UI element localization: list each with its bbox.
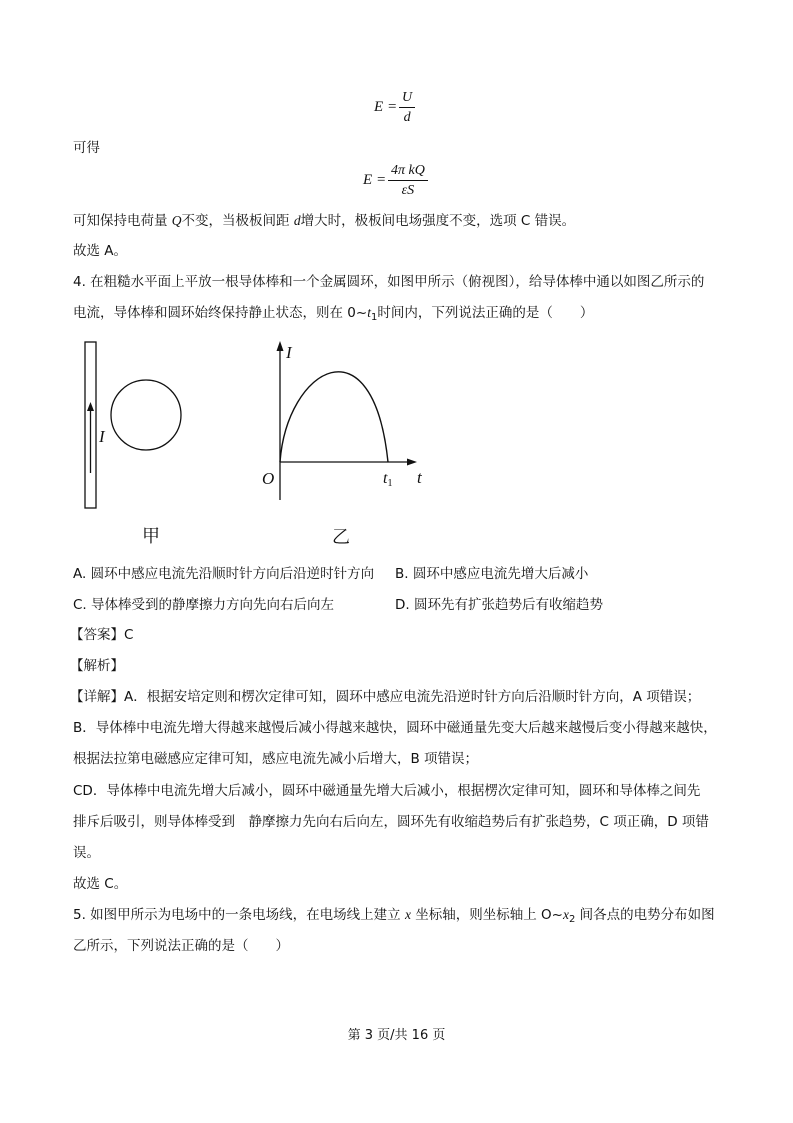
q5-stem-line2: 乙所示，下列说法正确的是（ ）	[73, 938, 289, 954]
q5-stem-part-a: 5. 如图甲所示为电场中的一条电场线，在电场线上建立	[73, 907, 405, 923]
q4-detail-line4: CD．导体棒中电流先增大后减小，圆环中磁通量先增大后减小，根据楞次定律可知，圆环和导体棒之间先	[73, 783, 701, 799]
formula2-lhs: E	[363, 172, 373, 188]
conclusion-var-q: Q	[171, 213, 182, 228]
x-axis-arrow-icon	[407, 459, 417, 466]
q4-stem-line1: 4. 在粗糙水平面上平放一根导体棒和一个金属圆环，如图甲所示（俯视图），给导体棒中通以如图乙所示的	[73, 274, 705, 290]
formula2-fraction	[388, 162, 428, 199]
q4-option-b[interactable]: B. 圆环中感应电流先增大后减小	[395, 566, 589, 582]
q4-option-a[interactable]: A. 圆环中感应电流先沿顺时针方向后沿逆时针方向	[73, 566, 375, 582]
q4-detail-line3: 根据法拉第电磁感应定律可知，感应电流先减小后增大，B 项错误；	[73, 751, 479, 767]
q4-option-d[interactable]: D. 圆环先有扩张趋势后有收缩趋势	[395, 597, 603, 613]
q4-stem-sub-1: 1	[370, 312, 378, 323]
conclusion-part3: 增大时，极板间电场强度不变，选项 C 错误。	[300, 213, 576, 229]
formula1-equals: =	[388, 99, 397, 115]
q5-stem-var-x2: x	[563, 907, 569, 922]
conclusion-part2: 不变，当极板间距	[181, 213, 294, 229]
q4-stem-line2	[73, 303, 593, 328]
origin-label: O	[262, 469, 275, 488]
caption-jia: 甲	[142, 526, 160, 546]
q4-stem-var-t: t	[367, 305, 371, 320]
formula2-denominator: εS	[401, 183, 415, 198]
q5-stem-part-b: 坐标轴，则坐标轴上 O~	[410, 907, 563, 923]
current-label-i: I	[99, 427, 105, 446]
current-arrow-icon	[87, 402, 94, 411]
figure-yi	[255, 338, 445, 550]
formula2-equals: =	[377, 172, 386, 188]
t1-label: t1	[383, 470, 393, 489]
q5-stem-sub-2: 2	[569, 914, 576, 925]
q5-stem-part-c: 间各点的电势分布如图	[575, 907, 715, 923]
formula1-lhs: E	[374, 99, 384, 115]
conclusion-line	[73, 211, 575, 231]
text-kede: 可得	[73, 140, 100, 156]
formula1-fraction	[399, 89, 415, 126]
conclusion-part1: 可知保持电荷量	[73, 213, 172, 229]
q4-detail-line5: 排斥后吸引，则导体棒受到 静摩擦力先向右后向左，圆环先有收缩趋势后有扩张趋势，C 项正确，D 项错	[73, 814, 709, 830]
q5-stem-var-x: x	[404, 907, 411, 922]
q4-option-c[interactable]: C. 导体棒受到的静摩擦力方向先向右后向左	[73, 597, 335, 613]
q4-choose-line: 故选 C。	[73, 876, 128, 892]
conclusion-var-d: d	[293, 213, 301, 228]
q4-analysis-heading: 【解析】	[70, 658, 124, 674]
formula2-numerator: 4π kQ	[388, 162, 428, 181]
q4-stem-part-b: 时间内，下列说法正确的是（ ）	[377, 305, 594, 321]
q4-stem-part-a: 电流，导体棒和圆环始终保持静止状态，则在 0~	[73, 305, 368, 321]
y-axis-label: I	[286, 343, 292, 362]
metal-ring	[111, 380, 181, 450]
y-axis-arrow-icon	[277, 341, 284, 351]
formula1-numerator: U	[399, 89, 415, 108]
q4-answer: 【答案】C	[70, 627, 134, 643]
q4-detail-line6: 误。	[73, 845, 100, 861]
caption-yi: 乙	[332, 527, 350, 547]
q4-detail-line1: 【详解】A．根据安培定则和楞次定律可知，圆环中感应电流先沿逆时针方向后沿顺时针方向，A 项错误；	[70, 689, 701, 705]
q4-detail-line2: B．导体棒中电流先增大得越来越慢后减小得越来越快，圆环中磁通量先变大后越来越慢后变小得越来越快，	[73, 720, 717, 736]
current-curve	[280, 372, 388, 462]
q5-stem-line1	[73, 905, 715, 930]
x-axis-label: t	[417, 468, 422, 487]
choose-a-line: 故选 A。	[73, 243, 128, 259]
formula1-denominator: d	[403, 110, 411, 125]
figure-jia	[75, 335, 215, 550]
page-footer: 第 3 页/共 16 页	[347, 1028, 446, 1043]
